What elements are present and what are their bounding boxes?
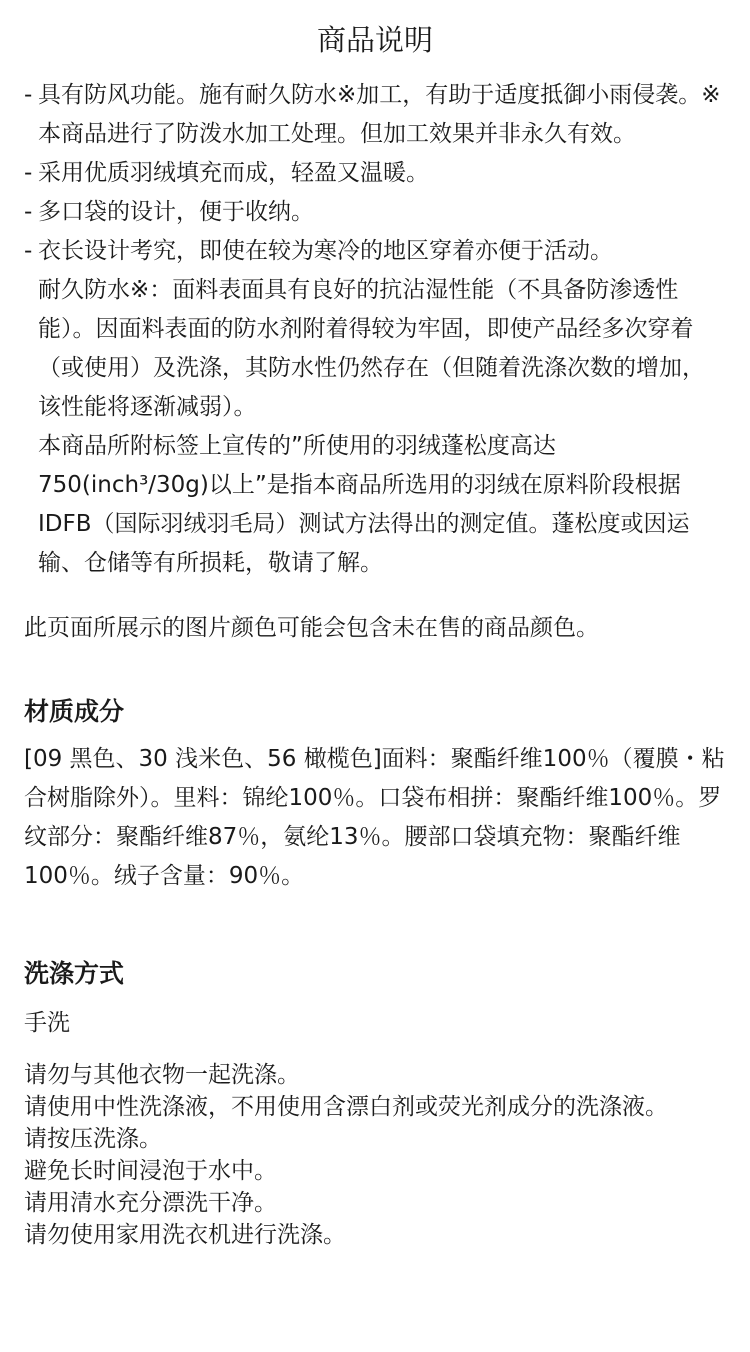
feature-bullet: - 采用优质羽绒填充而成，轻盈又温暖。 — [24, 154, 726, 193]
feature-bullet: - 衣长设计考究，即使在较为寒冷的地区穿着亦便于活动。 — [24, 232, 726, 271]
materials-heading: 材质成分 — [24, 697, 125, 726]
waterproof-note: 耐久防水※：面料表面具有良好的抗沾湿性能（不具备防渗透性能）。因面料表面的防水剂附着得较为牢固，即使产品经多次穿着（或使用）及洗涤，其防水性仍然存在（但随着洗涤次数的增加，该性能将逐渐减弱）。 — [38, 277, 705, 420]
washing-heading: 洗涤方式 — [24, 959, 125, 988]
washing-method: 手洗 — [24, 1010, 70, 1036]
description-section — [24, 76, 726, 583]
washing-instruction: 请按压洗涤。 — [24, 1126, 162, 1152]
color-note: 此页面所展示的图片颜色可能会包含未在售的商品颜色。 — [24, 615, 599, 641]
washing-instruction: 请勿与其他衣物一起洗涤。 — [24, 1062, 300, 1088]
washing-instruction: 避免长时间浸泡于水中。 — [24, 1158, 277, 1184]
washing-instruction: 请使用中性洗涤液，不用使用含漂白剂或荧光剂成分的洗涤液。 — [24, 1094, 668, 1120]
feature-bullet: - 具有防风功能。施有耐久防水※加工，有助于适度抵御小雨侵袭。※本商品进行了防泼水加工处理。但加工效果并非永久有效。 — [24, 76, 726, 154]
page-title: 商品说明 — [316, 23, 433, 57]
down-fill-power-note: 本商品所附标签上宣传的”所使用的羽绒蓬松度高达750(inch³/30g)以上”是指本商品所选用的羽绒在原料阶段根据IDFB（国际羽绒羽毛局）测试方法得出的测定值。蓬松度或因运输、仓储等有所损耗，敬请了解。 — [38, 433, 690, 576]
materials-text: [09 黑色、30 浅米色、56 橄榄色]面料：聚酯纤维100％（覆膜・粘合树脂除外）。里料：锦纶100％。口袋布相拼：聚酯纤维100％。罗纹部分：聚酯纤维87％，氨纶13％。腰部口袋填充物：聚酯纤维100％。绒子含量：90％。 — [24, 746, 725, 889]
washing-instruction: 请用清水充分漂洗干净。 — [24, 1190, 277, 1216]
feature-bullet: - 多口袋的设计，便于收纳。 — [24, 193, 726, 232]
washing-instruction: 请勿使用家用洗衣机进行洗涤。 — [24, 1222, 346, 1248]
washing-instructions — [24, 1059, 726, 1251]
